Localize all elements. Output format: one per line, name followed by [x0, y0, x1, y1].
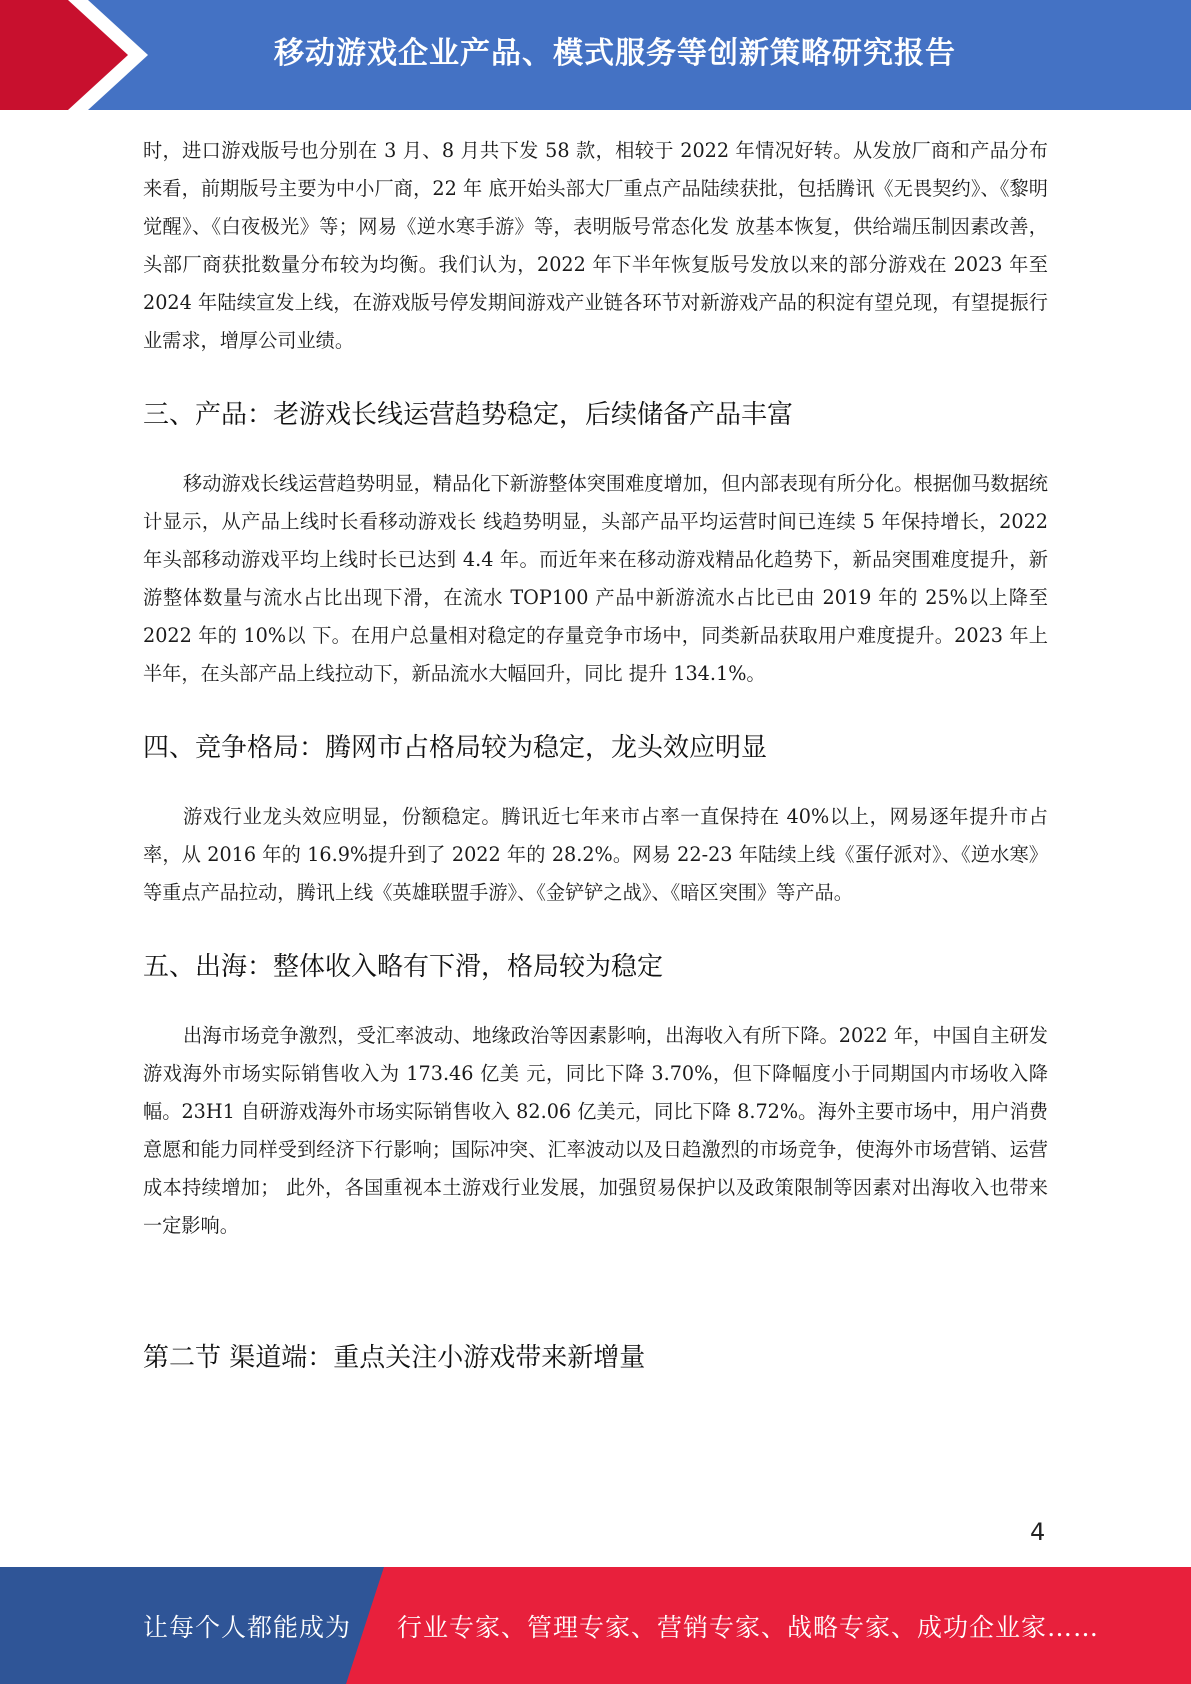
header-arrow-icon	[0, 0, 160, 110]
section-heading-competition: 四、竞争格局：腾网市占格局较为稳定，龙头效应明显	[143, 733, 768, 763]
page-number: 4	[1030, 1518, 1046, 1546]
footer-slogan-left: 让每个人都能成为	[143, 1612, 352, 1642]
section-paragraph-overseas: 出海市场竞争激烈，受汇率波动、地缘政治等因素影响，出海收入有所下降。2022 年，中国自主研发游戏海外市场实际销售收入为 173.46 亿美 元，同比下降 3.70%，但下降幅度小于同期国内市场收入降幅。23H1 自研游戏海外市场实际销售收入 82.06 亿美元，同比下降 8.72%。海外主要市场中，用户消费意愿和能力同样受到经济下行影响；国际冲突、汇率波动以及日趋激烈的市场竞争，使海外市场营销、运营成本持续增加； 此外，各国重视本土游戏行业发展，加强贸易保护以及政策限制等因素对出海收入也带来一定影响。	[143, 1024, 1048, 1237]
report-title: 移动游戏企业产品、模式服务等创新策略研究报告	[274, 36, 956, 71]
footer-slogan-right: 行业专家、管理专家、营销专家、战略专家、成功企业家……	[397, 1612, 1100, 1642]
section-heading-products: 三、产品：老游戏长线运营趋势稳定，后续储备产品丰富	[143, 400, 794, 430]
header-bar	[0, 0, 1191, 110]
section-paragraph-competition: 游戏行业龙头效应明显，份额稳定。腾讯近七年来市占率一直保持在 40%以上，网易逐年提升市占率，从 2016 年的 16.9%提升到了 2022 年的 28.2%。网易 22-23 年陆续上线《蛋仔派对》、《逆水寒》等重点产品拉动，腾讯上线《英雄联盟手游》、《金铲铲之战》、《暗区突围》等产品。	[143, 805, 1048, 904]
intro-paragraph: 时，进口游戏版号也分别在 3 月、8 月共下发 58 款，相较于 2022 年情况好转。从发放厂商和产品分布来看，前期版号主要为中小厂商，22 年 底开始头部大厂重点产品陆续获批，包括腾讯《无畏契约》、《黎明觉醒》、《白夜极光》等；网易《逆水寒手游》等，表明版号常态化发 放基本恢复，供给端压制因素改善，头部厂商获批数量分布较为均衡。我们认为，2022 年下半年恢复版号发放以来的部分游戏在 2023 年至 2024 年陆续宣发上线，在游戏版号停发期间游戏产业链各环节对新游戏产品的积淀有望兑现，有望提振行业需求，增厚公司业绩。	[143, 139, 1048, 352]
footer-bar	[0, 1567, 1191, 1684]
section-paragraph-products: 移动游戏长线运营趋势明显，精品化下新游整体突围难度增加，但内部表现有所分化。根据伽马数据统计显示，从产品上线时长看移动游戏长 线趋势明显，头部产品平均运营时间已连续 5 年保持增长，2022 年头部移动游戏平均上线时长已达到 4.4 年。而近年来在移动游戏精品化趋势下，新品突围难度提升，新游整体数量与流水占比出现下滑，在流水 TOP100 产品中新游流水占比已由 2019 年的 25%以上降至 2022 年的 10%以 下。在用户总量相对稳定的存量竞争市场中，同类新品获取用户难度提升。2023 年上半年，在头部产品上线拉动下，新品流水大幅回升，同比 提升 134.1%。	[143, 472, 1048, 685]
section-heading-overseas: 五、出海：整体收入略有下滑，格局较为稳定	[143, 952, 664, 982]
subsection-heading: 第二节 渠道端：重点关注小游戏带来新增量	[143, 1343, 646, 1373]
document-body	[143, 132, 1048, 1374]
